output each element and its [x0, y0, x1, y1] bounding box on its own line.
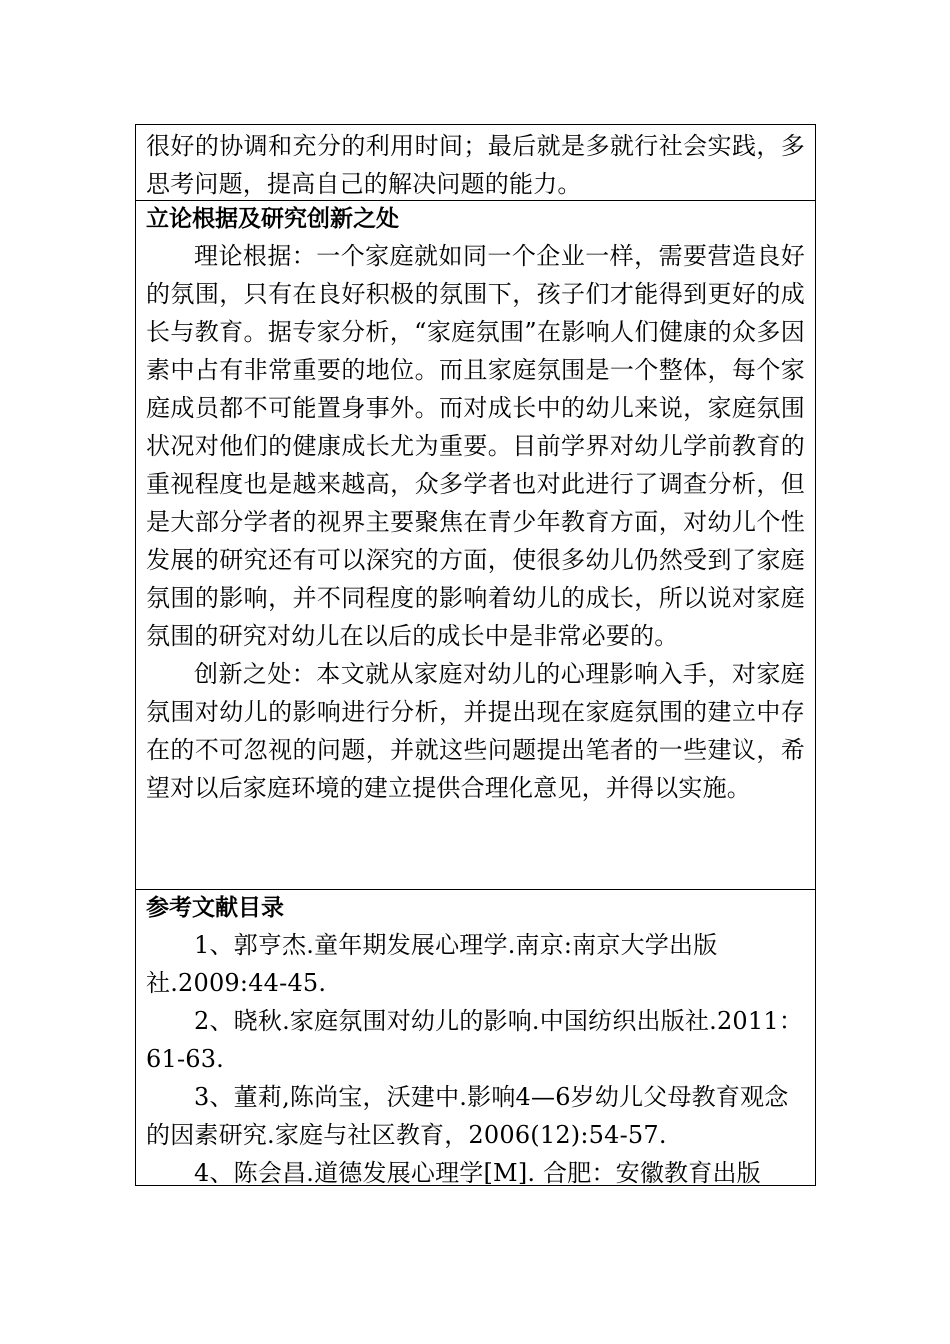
theory-basis-paragraph: 理论根据：一个家庭就如同一个企业一样，需要营造良好的氛围，只有在良好积极的氛围下，孩子们才能得到更好的成长与教育。据专家分析，“家庭氛围”在影响人们健康的众多因素中占有非常重要的地位。而且家庭氛围是一个整体，每个家庭成员都不可能置身事外。而对成长中的幼儿来说，家庭氛围状况对他们的健康成长尤为重要。目前学界对幼儿学前教育的重视程度也是越来越高，众多学者也对此进行了调查分析，但是大部分学者的视界主要聚焦在青少年教育方面，对幼儿个性发展的研究还有可以深究的方面，使很多幼儿仍然受到了家庭氛围的影响，并不同程度的影响着幼儿的成长，所以说对家庭氛围的研究对幼儿在以后的成长中是非常必要的。 [146, 242, 805, 650]
references-cell [136, 889, 815, 1185]
basis-heading: 立论根据及研究创新之处 [146, 206, 399, 232]
reference-item: 2、晓秋.家庭氛围对幼儿的影响.中国纺织出版社.2011：61-63. [146, 1007, 804, 1073]
references-heading: 参考文献目录 [146, 895, 284, 921]
document-table [135, 124, 816, 1186]
continuation-text: 很好的协调和充分的利用时间；最后就是多就行社会实践，多思考问题，提高自己的解决问题的能力。 [146, 132, 805, 198]
basis-and-innovation-cell [136, 200, 815, 889]
continuation-cell [136, 125, 815, 200]
innovation-paragraph: 创新之处：本文就从家庭对幼儿的心理影响入手，对家庭氛围对幼儿的影响进行分析，并提出现在家庭氛围的建立中存在的不可忽视的问题，并就这些问题提出笔者的一些建议，希望对以后家庭环境的建立提供合理化意见，并得以实施。 [146, 660, 805, 802]
reference-item: 4、陈会昌.道德发展心理学[M]. 合肥：安徽教育出版 [194, 1159, 761, 1187]
reference-item: 3、董莉,陈尚宝，沃建中.影响4—6岁幼儿父母教育观念的因素研究.家庭与社区教育，2006(12):54-57. [146, 1083, 789, 1149]
reference-item: 1、郭亨杰.童年期发展心理学.南京:南京大学出版社.2009:44-45. [146, 931, 718, 997]
